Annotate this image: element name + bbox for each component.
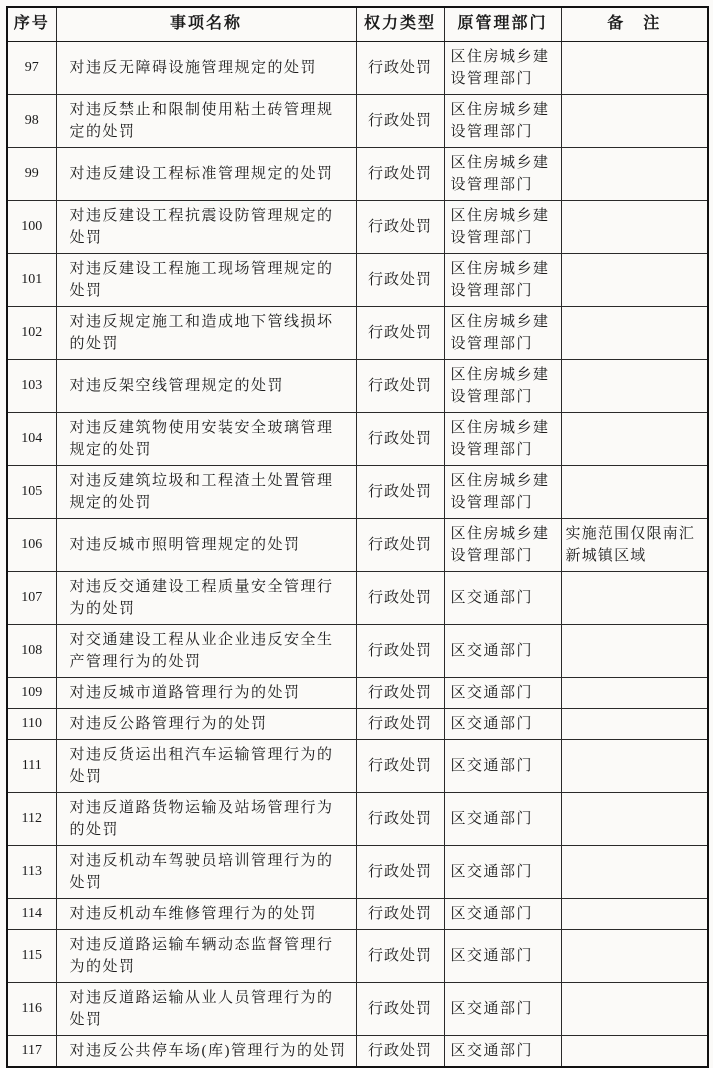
remark-cell xyxy=(561,412,708,465)
table-row xyxy=(7,792,708,845)
item-name-cell: 对违反建设工程施工现场管理规定的处罚 xyxy=(56,253,356,306)
column-header-original-department: 原管理部门 xyxy=(444,7,561,41)
remark-cell xyxy=(561,94,708,147)
item-name-cell: 对交通建设工程从业企业违反安全生产管理行为的处罚 xyxy=(56,624,356,677)
table-row xyxy=(7,929,708,982)
table-row xyxy=(7,306,708,359)
table-row xyxy=(7,845,708,898)
item-name-cell: 对违反公共停车场(库)管理行为的处罚 xyxy=(56,1035,356,1067)
power-type-cell: 行政处罚 xyxy=(356,982,444,1035)
remark-cell xyxy=(561,359,708,412)
original-department-cell: 区交通部门 xyxy=(444,898,561,929)
table-row xyxy=(7,359,708,412)
power-type-cell: 行政处罚 xyxy=(356,359,444,412)
item-name-cell: 对违反机动车驾驶员培训管理行为的处罚 xyxy=(56,845,356,898)
original-department-cell: 区住房城乡建设管理部门 xyxy=(444,94,561,147)
original-department-cell: 区住房城乡建设管理部门 xyxy=(444,412,561,465)
item-name-cell: 对违反道路运输车辆动态监督管理行为的处罚 xyxy=(56,929,356,982)
power-type-cell: 行政处罚 xyxy=(356,624,444,677)
column-header-item-name: 事项名称 xyxy=(56,7,356,41)
table-row xyxy=(7,147,708,200)
item-name-cell: 对违反规定施工和造成地下管线损坏的处罚 xyxy=(56,306,356,359)
item-name-cell: 对违反公路管理行为的处罚 xyxy=(56,708,356,739)
item-name-cell: 对违反道路货物运输及站场管理行为的处罚 xyxy=(56,792,356,845)
column-header-remark: 备 注 xyxy=(561,7,708,41)
table-row xyxy=(7,253,708,306)
item-name-cell: 对违反无障碍设施管理规定的处罚 xyxy=(56,41,356,94)
power-type-cell: 行政处罚 xyxy=(356,465,444,518)
remark-cell xyxy=(561,739,708,792)
serial-cell: 98 xyxy=(7,94,56,147)
table-row xyxy=(7,624,708,677)
item-name-cell: 对违反建筑垃圾和工程渣土处置管理规定的处罚 xyxy=(56,465,356,518)
item-name-cell: 对违反架空线管理规定的处罚 xyxy=(56,359,356,412)
power-type-cell: 行政处罚 xyxy=(356,929,444,982)
item-name-cell: 对违反机动车维修管理行为的处罚 xyxy=(56,898,356,929)
original-department-cell: 区交通部门 xyxy=(444,1035,561,1067)
serial-cell: 107 xyxy=(7,571,56,624)
power-type-cell: 行政处罚 xyxy=(356,677,444,708)
remark-cell xyxy=(561,147,708,200)
power-type-cell: 行政处罚 xyxy=(356,518,444,571)
power-type-cell: 行政处罚 xyxy=(356,306,444,359)
original-department-cell: 区住房城乡建设管理部门 xyxy=(444,200,561,253)
remark-cell xyxy=(561,465,708,518)
serial-cell: 116 xyxy=(7,982,56,1035)
serial-cell: 106 xyxy=(7,518,56,571)
original-department-cell: 区交通部门 xyxy=(444,708,561,739)
power-type-cell: 行政处罚 xyxy=(356,41,444,94)
table-row xyxy=(7,982,708,1035)
original-department-cell: 区交通部门 xyxy=(444,624,561,677)
serial-cell: 103 xyxy=(7,359,56,412)
item-name-cell: 对违反道路运输从业人员管理行为的处罚 xyxy=(56,982,356,1035)
item-name-cell: 对违反建设工程抗震设防管理规定的处罚 xyxy=(56,200,356,253)
serial-cell: 117 xyxy=(7,1035,56,1067)
remark-cell xyxy=(561,708,708,739)
power-type-cell: 行政处罚 xyxy=(356,845,444,898)
power-type-cell: 行政处罚 xyxy=(356,792,444,845)
item-name-cell: 对违反交通建设工程质量安全管理行为的处罚 xyxy=(56,571,356,624)
remark-cell xyxy=(561,845,708,898)
serial-cell: 115 xyxy=(7,929,56,982)
serial-cell: 105 xyxy=(7,465,56,518)
remark-cell xyxy=(561,200,708,253)
original-department-cell: 区交通部门 xyxy=(444,982,561,1035)
table-header-row xyxy=(7,7,708,41)
power-type-cell: 行政处罚 xyxy=(356,147,444,200)
original-department-cell: 区交通部门 xyxy=(444,929,561,982)
table-body xyxy=(7,41,708,1067)
power-type-cell: 行政处罚 xyxy=(356,571,444,624)
remark-cell xyxy=(561,624,708,677)
original-department-cell: 区交通部门 xyxy=(444,677,561,708)
serial-cell: 97 xyxy=(7,41,56,94)
power-type-cell: 行政处罚 xyxy=(356,898,444,929)
original-department-cell: 区交通部门 xyxy=(444,571,561,624)
serial-cell: 100 xyxy=(7,200,56,253)
item-name-cell: 对违反城市道路管理行为的处罚 xyxy=(56,677,356,708)
serial-cell: 101 xyxy=(7,253,56,306)
serial-cell: 102 xyxy=(7,306,56,359)
serial-cell: 114 xyxy=(7,898,56,929)
penalty-items-table xyxy=(6,6,709,1068)
original-department-cell: 区住房城乡建设管理部门 xyxy=(444,306,561,359)
serial-cell: 110 xyxy=(7,708,56,739)
serial-cell: 111 xyxy=(7,739,56,792)
remark-cell: 实施范围仅限南汇新城镇区域 xyxy=(561,518,708,571)
serial-cell: 113 xyxy=(7,845,56,898)
table-row xyxy=(7,571,708,624)
remark-cell xyxy=(561,792,708,845)
power-type-cell: 行政处罚 xyxy=(356,253,444,306)
serial-cell: 112 xyxy=(7,792,56,845)
item-name-cell: 对违反建设工程标准管理规定的处罚 xyxy=(56,147,356,200)
column-header-power-type: 权力类型 xyxy=(356,7,444,41)
remark-cell xyxy=(561,41,708,94)
original-department-cell: 区住房城乡建设管理部门 xyxy=(444,359,561,412)
table-row xyxy=(7,94,708,147)
original-department-cell: 区住房城乡建设管理部门 xyxy=(444,518,561,571)
table-row xyxy=(7,41,708,94)
serial-cell: 108 xyxy=(7,624,56,677)
table-row xyxy=(7,412,708,465)
power-type-cell: 行政处罚 xyxy=(356,739,444,792)
table-row xyxy=(7,898,708,929)
power-type-cell: 行政处罚 xyxy=(356,708,444,739)
item-name-cell: 对违反禁止和限制使用粘土砖管理规定的处罚 xyxy=(56,94,356,147)
power-type-cell: 行政处罚 xyxy=(356,94,444,147)
table-row xyxy=(7,739,708,792)
item-name-cell: 对违反城市照明管理规定的处罚 xyxy=(56,518,356,571)
table-row xyxy=(7,518,708,571)
power-type-cell: 行政处罚 xyxy=(356,1035,444,1067)
original-department-cell: 区交通部门 xyxy=(444,739,561,792)
original-department-cell: 区住房城乡建设管理部门 xyxy=(444,253,561,306)
serial-cell: 109 xyxy=(7,677,56,708)
remark-cell xyxy=(561,677,708,708)
remark-cell xyxy=(561,571,708,624)
table-row xyxy=(7,708,708,739)
remark-cell xyxy=(561,306,708,359)
remark-cell xyxy=(561,929,708,982)
table-row xyxy=(7,677,708,708)
original-department-cell: 区住房城乡建设管理部门 xyxy=(444,147,561,200)
original-department-cell: 区住房城乡建设管理部门 xyxy=(444,465,561,518)
original-department-cell: 区住房城乡建设管理部门 xyxy=(444,41,561,94)
item-name-cell: 对违反货运出租汽车运输管理行为的处罚 xyxy=(56,739,356,792)
serial-cell: 99 xyxy=(7,147,56,200)
remark-cell xyxy=(561,1035,708,1067)
table-row xyxy=(7,200,708,253)
remark-cell xyxy=(561,982,708,1035)
power-type-cell: 行政处罚 xyxy=(356,200,444,253)
remark-cell xyxy=(561,253,708,306)
item-name-cell: 对违反建筑物使用安装安全玻璃管理规定的处罚 xyxy=(56,412,356,465)
original-department-cell: 区交通部门 xyxy=(444,845,561,898)
remark-cell xyxy=(561,898,708,929)
table-row xyxy=(7,465,708,518)
table-row xyxy=(7,1035,708,1067)
column-header-serial: 序号 xyxy=(7,7,56,41)
original-department-cell: 区交通部门 xyxy=(444,792,561,845)
power-type-cell: 行政处罚 xyxy=(356,412,444,465)
serial-cell: 104 xyxy=(7,412,56,465)
